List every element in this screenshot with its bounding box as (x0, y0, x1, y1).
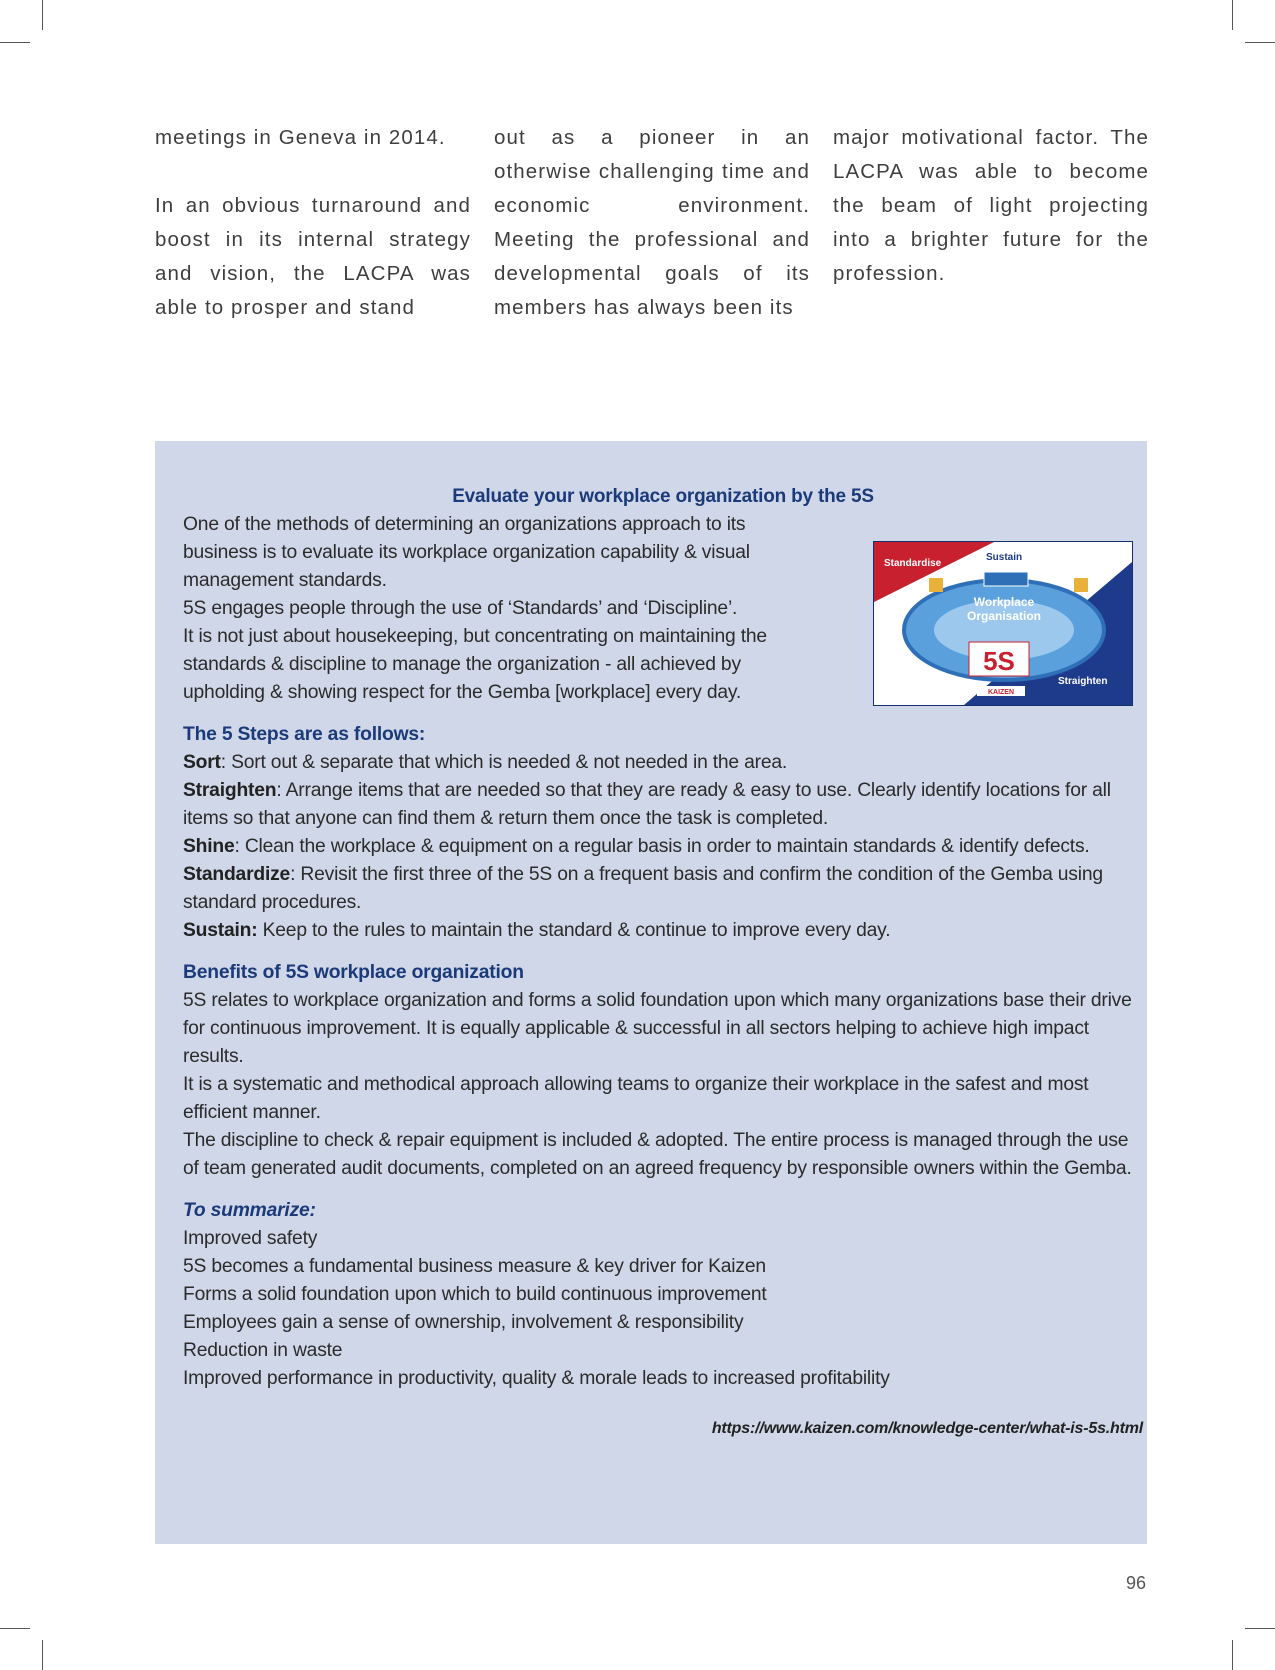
step-item (183, 833, 1143, 861)
box-icon (929, 578, 943, 592)
benefit-paragraph: 5S relates to workplace organization and forms a solid foundation upon which many organizations base their drive for continuous improvement. It is equally applicable & successful in all sectors helping to achieve high impact results. (183, 990, 1132, 1067)
column-paragraph: major motivational factor. The LACPA was able to become the beam of light projecting into a brighter future for the profession. (833, 126, 1149, 285)
summary-item: Forms a solid foundation upon which to build continuous improvement (183, 1284, 767, 1305)
label-standardise: Standardise (884, 558, 942, 569)
steps-heading: The 5 Steps are as follows: (183, 724, 426, 745)
crop-mark (0, 42, 30, 43)
kaizen-logo-text: KAIZEN (987, 689, 1015, 696)
step-term: Straighten (183, 780, 277, 801)
step-text: : Arrange items that are needed so that they are ready & easy to use. Clearly identify locations for all items so that anyone can find them & return them once the task is completed. (183, 780, 1111, 829)
step-text: : Revisit the first three of the 5S on a frequent basis and confirm the condition of the Gemba using standard procedures. (183, 864, 1103, 913)
step-item (183, 917, 1143, 945)
label-straighten: Straighten (1058, 676, 1108, 687)
step-item (183, 861, 1143, 917)
column-paragraph: In an obvious turnaround and boost in its internal strategy and vision, the LACPA was able to prosper and stand (155, 194, 471, 319)
column-paragraph: meetings in Geneva in 2014. (155, 126, 446, 149)
intro-paragraph: One of the methods of determining an organizations approach to its business is to evaluate its workplace organization capability & visual management standards. (183, 514, 750, 591)
crop-mark (1245, 42, 1275, 43)
label-shine: Shine (890, 676, 918, 687)
summary-item: Employees gain a sense of ownership, involvement & responsibility (183, 1312, 744, 1333)
step-term: Shine (183, 836, 235, 857)
center-label-line1: Workplace (973, 595, 1035, 609)
step-term: Standardize (183, 864, 291, 885)
column-2 (494, 121, 810, 325)
column-3 (833, 121, 1149, 291)
label-sustain: Sustain (986, 552, 1023, 563)
benefit-paragraph: It is a systematic and methodical approach allowing teams to organize their workplace in the safest and most efficient manner. (183, 1074, 1089, 1123)
crop-mark (42, 0, 43, 30)
step-text: : Clean the workplace & equipment on a regular basis in order to maintain standards & identify defects. (234, 836, 1090, 857)
box-icon (1074, 578, 1088, 592)
summary-item: Improved safety (183, 1228, 318, 1249)
source-link[interactable]: https://www.kaizen.com/knowledge-center/what-is-5s.html (711, 1420, 1143, 1437)
intro-paragraph: 5S engages people through the use of ‘Standards’ and ‘Discipline’. (183, 598, 738, 619)
crop-mark (42, 1640, 43, 1670)
label-sort: Sort (1092, 566, 1112, 577)
column-paragraph: out as a pioneer in an otherwise challenging time and economic environment. Meeting the professional and developmental goals of its members has always been its (494, 126, 810, 319)
page-number: 96 (1126, 1573, 1147, 1593)
crop-mark (1232, 0, 1233, 30)
center-label-line2: Organisation (966, 609, 1042, 623)
summary-item: 5S becomes a fundamental business measure & key driver for Kaizen (183, 1256, 766, 1277)
crop-mark (0, 1628, 30, 1629)
box-title: Evaluate your workplace organization by the 5S (452, 486, 874, 507)
step-term: Sort (183, 752, 221, 773)
5s-badge-text: 5S (983, 646, 1015, 676)
crop-mark (1245, 1628, 1275, 1629)
step-item (183, 749, 1143, 777)
column-1 (155, 121, 471, 325)
crop-mark (1232, 1640, 1233, 1670)
step-text: : Sort out & separate that which is needed & not needed in the area. (220, 752, 788, 773)
summary-item: Reduction in waste (183, 1340, 343, 1361)
benefit-paragraph: The discipline to check & repair equipment is included & adopted. The entire process is managed through the use of team generated audit documents, completed on an agreed frequency by responsible owners within the Gemba. (183, 1130, 1132, 1179)
intro-paragraph: It is not just about housekeeping, but concentrating on maintaining the standards & discipline to manage the organization - all achieved by upholding & showing respect for the Gemba [workplace] every day. (183, 626, 767, 703)
intro-text (183, 511, 823, 707)
benefits-heading: Benefits of 5S workplace organization (183, 962, 524, 983)
step-item (183, 777, 1143, 833)
shelf-icon (984, 572, 1028, 586)
summary-item: Improved performance in productivity, quality & morale leads to increased profitability (183, 1368, 890, 1389)
step-text: Keep to the rules to maintain the standard & continue to improve every day. (257, 920, 891, 941)
step-term: Sustain: (183, 920, 258, 941)
5s-diagram-illustration (874, 542, 1132, 705)
summary-heading: To summarize: (183, 1200, 316, 1221)
5s-workplace-figure (873, 541, 1133, 706)
